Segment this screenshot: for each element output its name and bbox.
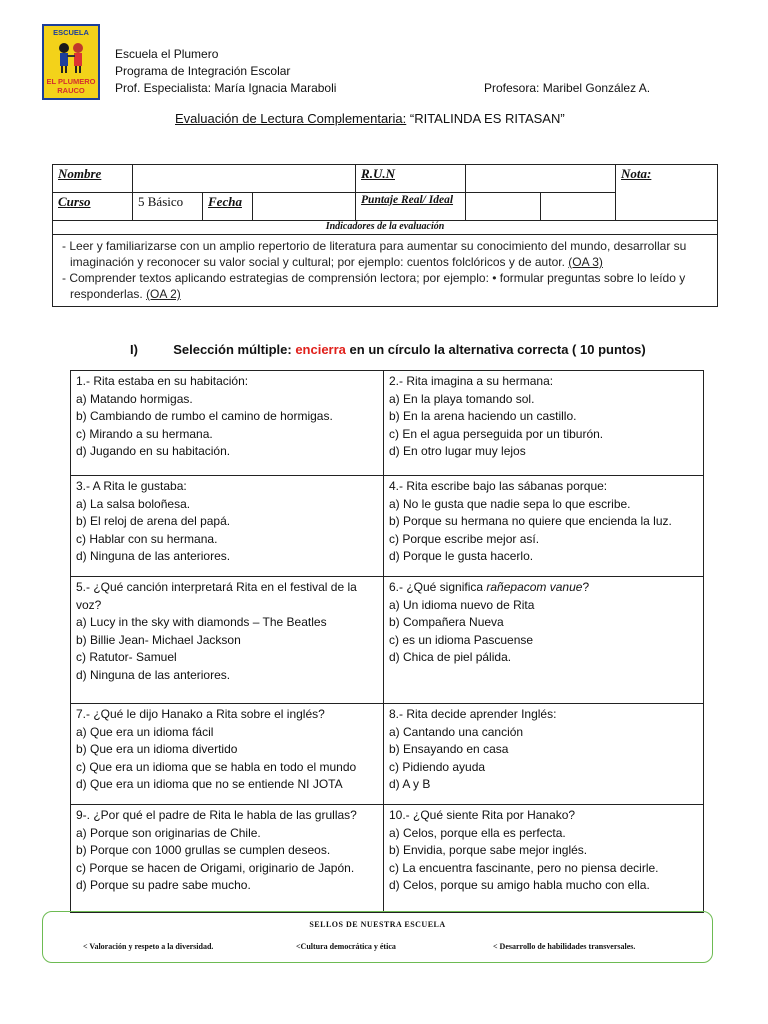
option-a[interactable]: a) Cantando una canción [389, 724, 524, 739]
indicator-1-text: Leer y familiarizarse con un amplio repertorio de literatura para aumentar su conocimiento del mundo, desarrollar su imaginación y reconocer su valor social y cultural; por ejemplo: cuentos folclóricos y de autor. [69, 239, 687, 269]
question-cell [384, 371, 704, 476]
page-title [175, 111, 565, 126]
logo-bottom-line1: EL PLUMERO [46, 77, 96, 86]
question-text: 5.- ¿Qué canción interpretará Rita en el festival de la voz? [76, 580, 357, 612]
option-a[interactable]: a) Porque son originarias de Chile. [76, 825, 261, 840]
curso-value: 5 Básico [133, 193, 203, 221]
option-b[interactable]: b) Porque su hermana no quiere que encienda la luz. [389, 514, 672, 528]
school-name: Escuela el Plumero [115, 47, 219, 61]
school-logo [42, 24, 100, 100]
children-figures-icon [54, 40, 88, 74]
option-a[interactable]: a) Un idioma nuevo de Rita [389, 597, 535, 612]
option-d[interactable]: d) Ninguna de las anteriores. [76, 549, 231, 563]
option-d[interactable]: d) Ninguna de las anteriores. [76, 667, 231, 682]
question-cell [71, 476, 384, 577]
option-c[interactable]: c) La encuentra fascinante, pero no piensa decirle. [389, 860, 659, 875]
question-cell [384, 476, 704, 577]
option-c[interactable]: c) Hablar con su hermana. [76, 531, 218, 546]
question-6-end: ? [582, 580, 590, 594]
question-cell [384, 577, 704, 704]
option-d[interactable]: d) Jugando en su habitación. [76, 444, 231, 458]
program-name: Programa de Integración Escolar [115, 64, 291, 78]
curso-label: Curso [53, 193, 133, 221]
option-c[interactable]: c) Que era un idioma que se habla en todo el mundo [76, 759, 357, 774]
questions-table [70, 370, 704, 913]
option-c[interactable]: c) En el agua perseguida por un tiburón. [389, 426, 604, 441]
option-a[interactable]: a) Matando hormigas. [76, 391, 193, 406]
question-text: 3.- A Rita le gustaba: [76, 479, 187, 493]
question-cell [71, 371, 384, 476]
option-c[interactable]: c) Ratutor- Samuel [76, 650, 177, 664]
section-lead: Selección múltiple: [173, 342, 292, 357]
question-cell [384, 805, 704, 913]
section-heading [130, 342, 646, 357]
option-a[interactable]: a) En la playa tomando sol. [389, 391, 535, 406]
question-text [389, 579, 698, 597]
option-b[interactable]: b) En la arena haciendo un castillo. [389, 409, 577, 423]
indicator-item: - Leer y familiarizarse con un amplio repertorio de literatura para aumentar su conocimiento del mundo, desarrollar su imaginación y reconocer su valor social y cultural; por ejemplo: cuentos folclóricos y de autor. (OA 3) [62, 239, 687, 269]
option-a[interactable]: a) La salsa boloñesa. [76, 496, 191, 511]
option-b[interactable]: b) Billie Jean- Michael Jackson [76, 632, 241, 647]
teacher-name: Profesora: Maribel González A. [484, 81, 651, 95]
option-b[interactable]: b) Cambiando de rumbo el camino de hormigas. [76, 409, 333, 423]
option-d[interactable]: d) Celos, porque su amigo habla mucho con ella. [389, 878, 650, 892]
indicator-1-oa: (OA 3) [568, 255, 603, 269]
option-c[interactable]: c) Porque se hacen de Origami, originario de Japón. [76, 860, 355, 875]
option-b[interactable]: b) Compañera Nueva [389, 615, 504, 629]
run-field[interactable] [466, 165, 616, 193]
question-text: 7.- ¿Qué le dijo Hanako a Rita sobre el inglés? [76, 707, 325, 721]
nombre-field[interactable] [133, 165, 356, 193]
option-d[interactable]: d) Porque su padre sabe mucho. [76, 878, 251, 892]
school-value-1: < Valoración y respeto a la diversidad. [83, 942, 214, 951]
option-b[interactable]: b) Envidia, porque sabe mejor inglés. [389, 843, 588, 857]
option-d[interactable]: d) A y B [389, 777, 431, 791]
question-cell [384, 704, 704, 805]
school-values-heading: SELLOS DE NUESTRA ESCUELA [309, 920, 446, 929]
logo-bottom-line2: RAUCO [57, 86, 85, 95]
title-book: “RITALINDA ES RITASAN” [409, 111, 565, 126]
question-text: 8.- Rita decide aprender Inglés: [389, 707, 557, 721]
title-prefix: Evaluación de Lectura Complementaria: [175, 111, 407, 126]
question-cell [71, 577, 384, 704]
nombre-label: Nombre [53, 165, 133, 193]
option-d[interactable]: d) Que era un idioma que no se entiende NI JOTA [76, 777, 343, 791]
question-6-term: rañepacom vanue [486, 580, 583, 594]
section-highlight: encierra [295, 342, 346, 357]
question-text: 2.- Rita imagina a su hermana: [389, 374, 554, 388]
indicators-box [53, 235, 718, 307]
option-d[interactable]: d) En otro lugar muy lejos [389, 444, 526, 458]
option-c[interactable]: c) Porque escribe mejor así. [389, 531, 540, 546]
option-c[interactable]: c) es un idioma Pascuense [389, 632, 534, 647]
school-value-3: < Desarrollo de habilidades transversales. [493, 942, 636, 951]
question-text: 4.- Rita escribe bajo las sábanas porque: [389, 479, 608, 493]
indicators-heading: Indicadores de la evaluación [53, 221, 718, 235]
option-d[interactable]: d) Chica de piel pálida. [389, 650, 512, 664]
option-a[interactable]: a) No le gusta que nadie sepa lo que escribe. [389, 496, 631, 511]
puntaje-real-field[interactable] [466, 193, 541, 221]
option-b[interactable]: b) Porque con 1000 grullas se cumplen deseos. [76, 843, 331, 857]
option-b[interactable]: b) Que era un idioma divertido [76, 742, 238, 756]
indicator-2-text: Comprender textos aplicando estrategias de comprensión lectora; por ejemplo: • formular preguntas sobre lo leído y responderlas. [69, 271, 686, 301]
question-text: 10.- ¿Qué siente Rita por Hanako? [389, 808, 576, 822]
puntaje-label: Puntaje Real/ Ideal [356, 193, 466, 221]
question-6-lead: 6.- ¿Qué significa [389, 580, 484, 594]
option-a[interactable]: a) Celos, porque ella es perfecta. [389, 825, 566, 840]
option-c[interactable]: c) Pidiendo ayuda [389, 759, 486, 774]
student-info-table [52, 164, 718, 307]
question-text: 1.- Rita estaba en su habitación: [76, 374, 249, 388]
school-values-box [42, 911, 713, 963]
option-d[interactable]: d) Porque le gusta hacerlo. [389, 549, 534, 563]
indicator-2-oa: (OA 2) [146, 287, 181, 301]
option-a[interactable]: a) Lucy in the sky with diamonds – The Beatles [76, 615, 327, 629]
logo-top-text: ESCUELA [53, 28, 89, 37]
option-b[interactable]: b) El reloj de arena del papá. [76, 514, 231, 528]
school-value-2: <Cultura democrática y ética [296, 942, 396, 951]
run-label: R.U.N [356, 165, 466, 193]
specialist-name: Prof. Especialista: María Ignacia Maraboli [115, 81, 337, 95]
section-rest: en un círculo la alternativa correcta ( 10 puntos) [349, 342, 646, 357]
nota-label: Nota: [616, 165, 718, 221]
puntaje-ideal-field[interactable] [541, 193, 616, 221]
indicator-item: - Comprender textos aplicando estrategias de comprensión lectora; por ejemplo: • formular preguntas sobre lo leído y responderlas. (OA 2) [62, 271, 686, 301]
option-a[interactable]: a) Que era un idioma fácil [76, 724, 214, 739]
question-cell [71, 704, 384, 805]
fecha-label: Fecha [203, 193, 253, 221]
question-text: 9-. ¿Por qué el padre de Rita le habla de las grullas? [76, 808, 357, 822]
fecha-field[interactable] [253, 193, 356, 221]
option-c[interactable]: c) Mirando a su hermana. [76, 426, 213, 441]
section-number: I) [130, 342, 138, 357]
option-b[interactable]: b) Ensayando en casa [389, 742, 509, 756]
question-cell [71, 805, 384, 913]
